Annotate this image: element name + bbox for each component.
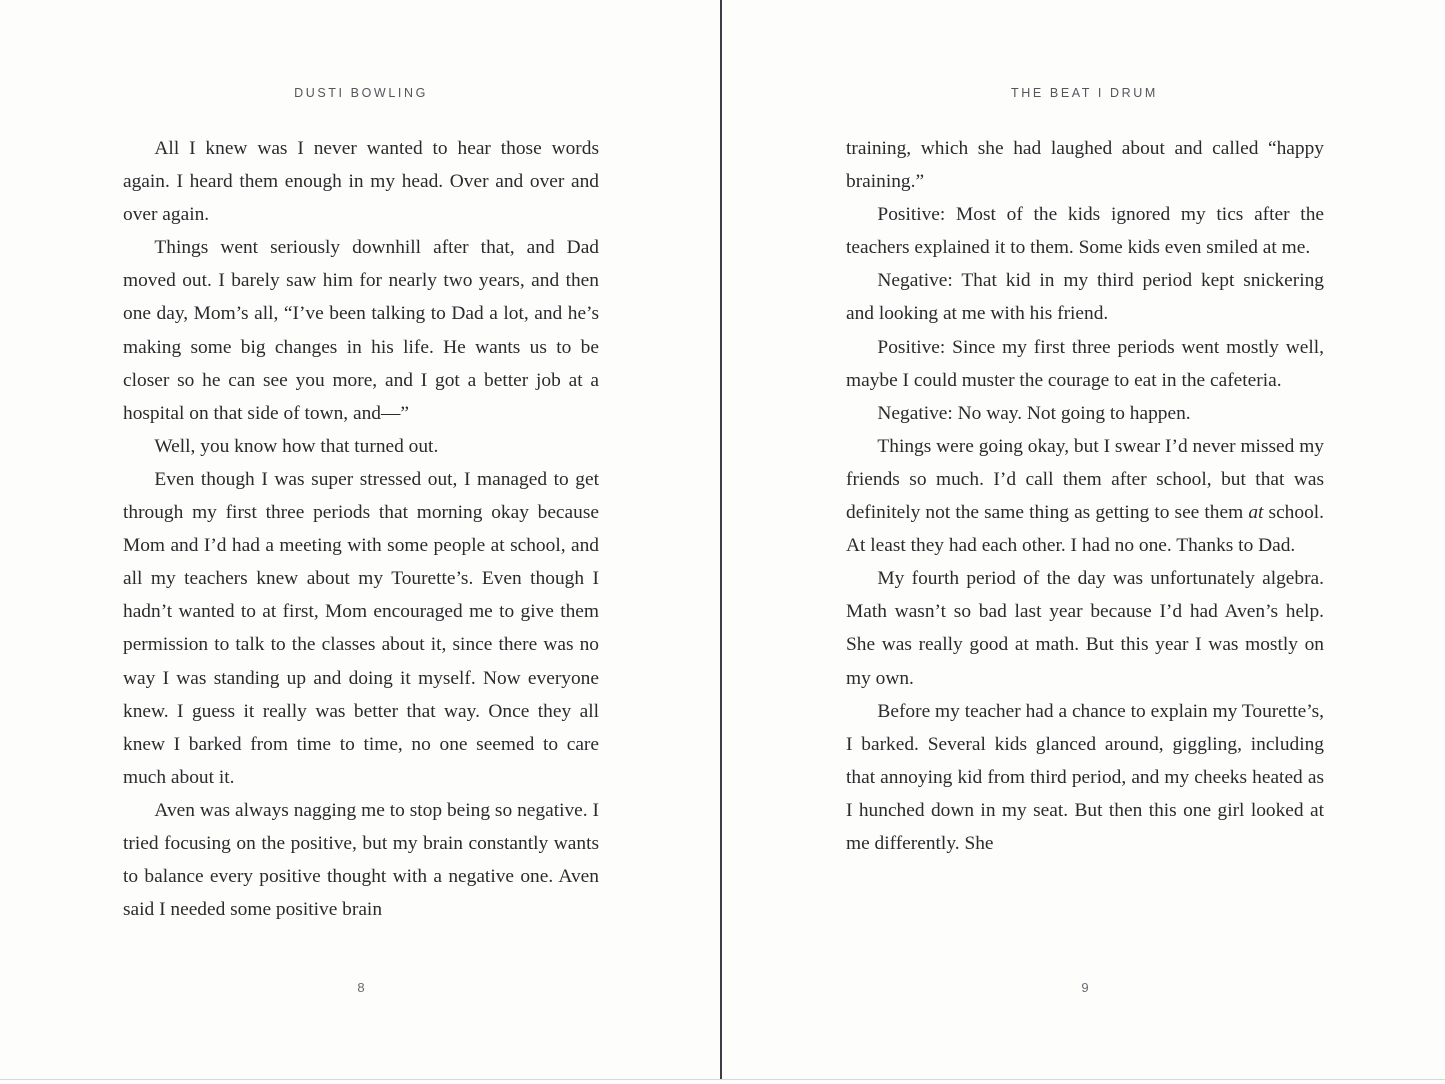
left-page-number: 8: [357, 980, 365, 995]
paragraph: Aven was always nagging me to stop being so negative. I tried focusing on the positive, but my brain constantly wants to balance every positive thought with a negative one. Aven said I needed some positive brain: [123, 799, 599, 921]
paragraph: My fourth period of the day was unfortunately algebra. Math wasn’t so bad last year because I’d had Aven’s help. She was really good at math. But this year I was mostly on my own.: [846, 568, 1324, 689]
left-page: [0, 0, 721, 1084]
emphasis-text: at: [1248, 502, 1264, 524]
paragraph: Well, you know how that turned out.: [154, 435, 439, 457]
paragraph: Things went seriously downhill after that, and Dad moved out. I barely saw him for nearly two years, and then one day, Mom’s all, “I’ve been talking to Dad a lot, and he’s making some big changes in his life. He wants us to be closer so he can see you more, and I got a better job at a hospital on that side of town, and—”: [123, 237, 599, 424]
paragraph: Negative: No way. Not going to happen.: [877, 402, 1191, 424]
right-page: [721, 0, 1445, 1084]
paragraph: Before my teacher had a chance to explain my Tourette’s, I barked. Several kids glanced around, giggling, including that annoying kid from third period, and my cheeks heated as I hunched down in my seat. But then this one girl looked at me differently. She: [846, 700, 1324, 854]
right-page-textblock: [846, 132, 1324, 860]
spread-bottom-edge: [0, 1079, 1445, 1080]
left-page-textblock: [123, 132, 599, 926]
right-page-number: 9: [1081, 980, 1089, 995]
right-page-running-head: THE BEAT I DRUM: [1011, 86, 1158, 100]
paragraph: Positive: Most of the kids ignored my tics after the teachers explained it to them. Some kids even smiled at me.: [846, 204, 1324, 259]
left-page-running-head: DUSTI BOWLING: [294, 86, 428, 100]
gutter-divider: [720, 0, 722, 1079]
paragraph: Positive: Since my first three periods went mostly well, maybe I could muster the courage to eat in the cafeteria.: [846, 336, 1324, 391]
paragraph: Things were going okay, but I swear I’d never missed my friends so much. I’d call them after school, but that was definitely not the same thing as getting to see them at school. At least they had each other. I had no one. Thanks to Dad.: [846, 435, 1325, 557]
paragraph: training, which she had laughed about and called “happy braining.”: [846, 138, 1324, 193]
paragraph: All I knew was I never wanted to hear those words again. I heard them enough in my head. Over and over and over again.: [123, 138, 599, 226]
paragraph: Even though I was super stressed out, I managed to get through my first three periods that morning okay because Mom and I’d had a meeting with some people at school, and all my teachers knew about my Tourette’s. Even though I hadn’t wanted to at first, Mom encouraged me to give them permission to talk to the classes about it, since there was no way I was standing up and doing it myself. Now everyone knew. I guess it really was better that way. Once they all knew I barked from time to time, no one seemed to care much about it.: [123, 468, 599, 788]
paragraph: Negative: That kid in my third period kept snickering and looking at me with his friend.: [846, 270, 1324, 325]
